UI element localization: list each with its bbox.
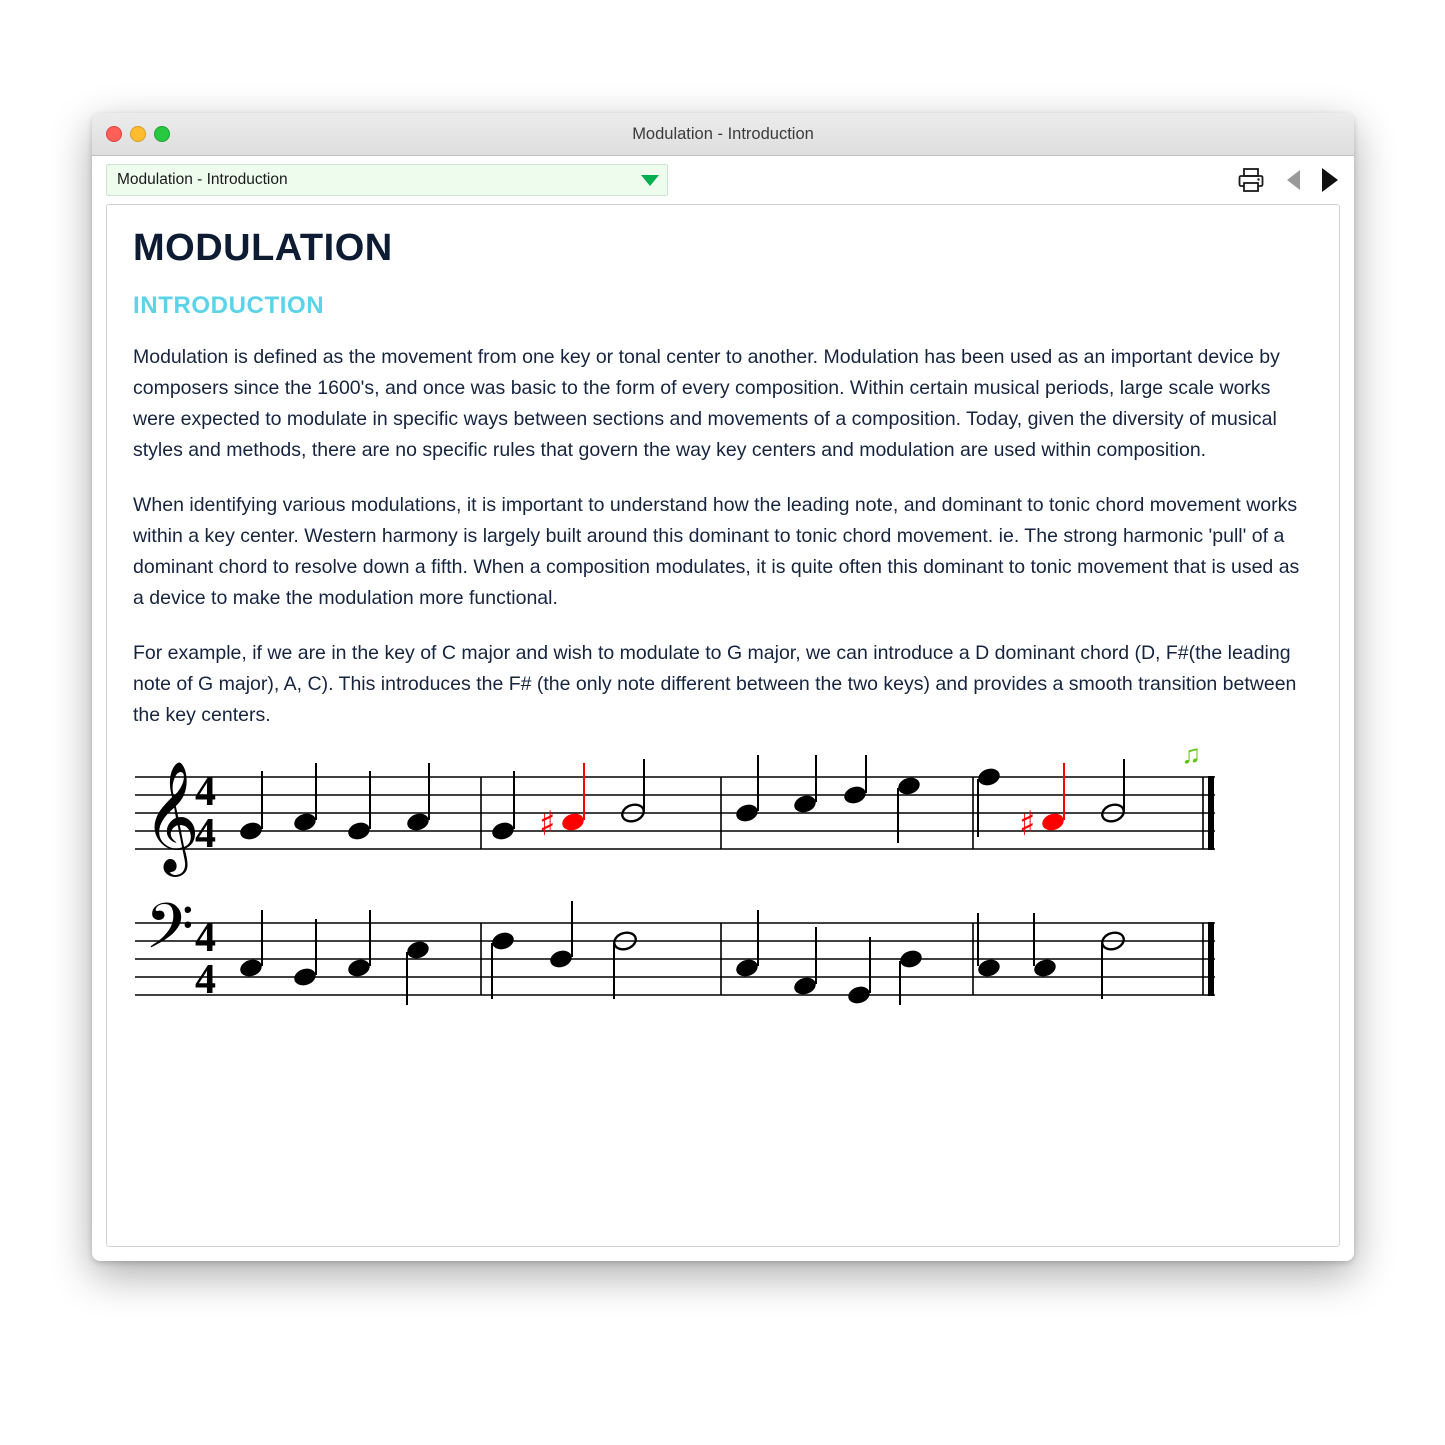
svg-text:4: 4 [195,811,216,857]
page-title: MODULATION [133,227,393,269]
svg-text:♯: ♯ [539,804,556,844]
previous-page-button[interactable] [1287,170,1300,190]
topic-dropdown[interactable] [106,164,668,196]
print-button[interactable] [1237,167,1265,193]
paragraph-2: When identifying various modulations, it is important to understand how the leading note, and dominant to tonic chord movement works within a key center. Western harmony is largely built around this dominant to tonic chord movement. ie. The strong harmonic 'pull' of a dominant chord to resolve down a fifth. When a composition modulates, it is quite often this dominant to tonic movement that is used as a device to make the modulation more functional. [133,494,1300,609]
music-score[interactable] [133,739,1223,1015]
svg-text:4: 4 [195,769,216,815]
document-content-pane[interactable] [106,204,1340,1247]
app-window [92,113,1354,1261]
paragraph-3: For example, if we are in the key of C major and wish to modulate to G major, we can introduce a D dominant chord (D, F#(the leading note of G major), A, C). This introduces the F# (the only note different between the two keys) and provides a smooth transition between the key centers. [133,642,1297,726]
page-subtitle: INTRODUCTION [133,292,325,319]
next-page-button[interactable] [1322,168,1338,192]
svg-text:4: 4 [195,915,216,961]
toolbar [92,156,1354,204]
svg-text:♯: ♯ [1019,804,1036,844]
zoom-button[interactable] [154,126,170,142]
triangle-left-icon [1287,170,1300,190]
close-button[interactable] [106,126,122,142]
window-titlebar [92,113,1354,156]
svg-text:4: 4 [195,957,216,1003]
paragraph-1: Modulation is defined as the movement from one key or tonal center to another. Modulation has been used as an important device by composers since the 1600's, and once was basic to the form of every composition. Within certain musical periods, large scale works were expected to modulate in specific ways between sections and movements of a composition. Today, given the diversity of musical styles and methods, there are no specific rules that govern the way key centers and modulation are used within composition. [133,346,1280,461]
toolbar-actions [1237,167,1338,193]
minimize-button[interactable] [130,126,146,142]
svg-text:𝄢: 𝄢 [145,889,194,978]
score-notation [133,755,1223,1005]
printer-icon [1237,167,1265,193]
window-controls [106,126,170,142]
svg-text:𝄞: 𝄞 [143,760,200,872]
triangle-right-icon [1322,168,1338,192]
chevron-down-icon [641,175,659,186]
window-title: Modulation - Introduction [632,124,814,143]
music-note-icon[interactable]: ♫ [1181,739,1201,769]
topic-dropdown-label: Modulation - Introduction [117,171,288,188]
